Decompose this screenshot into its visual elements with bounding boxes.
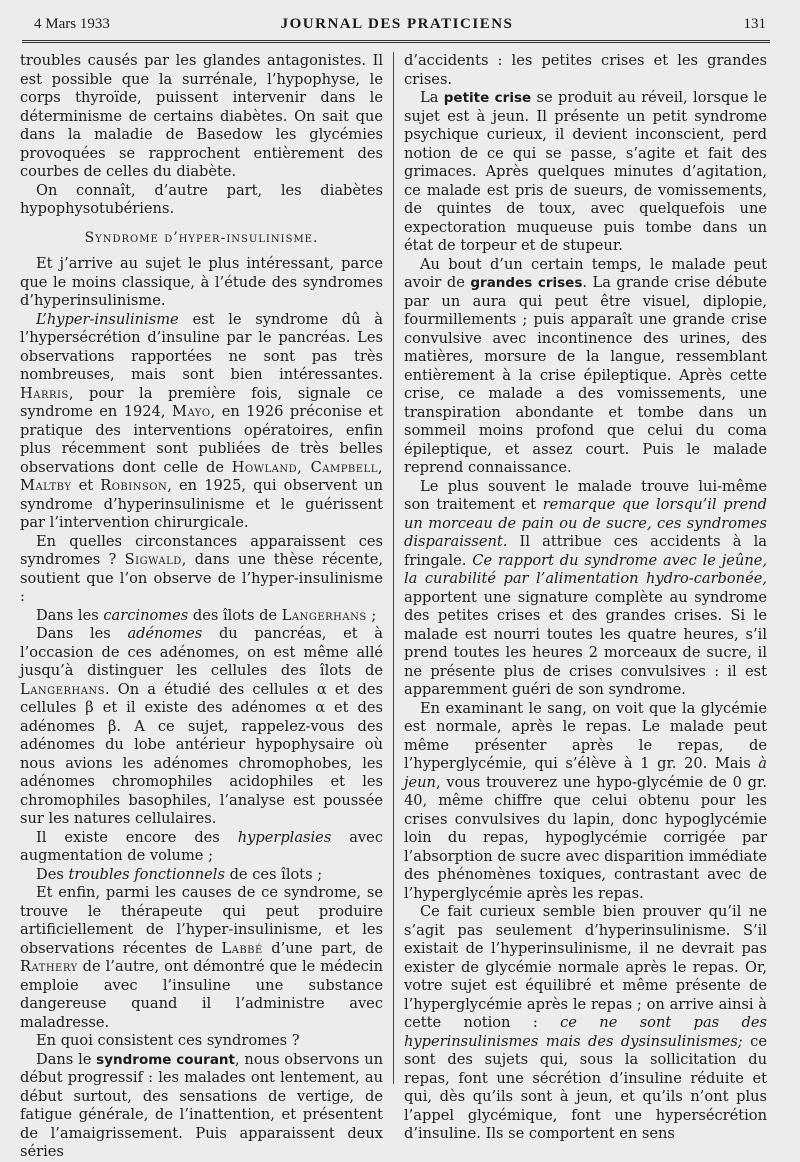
author-name: Howland, Campbell, Maltby: [20, 458, 383, 494]
text: de ces îlots ;: [224, 865, 323, 883]
paragraph: d’accidents : les petites crises et les grandes crises.: [404, 52, 767, 88]
paragraph: [20, 533, 383, 607]
text: , pour la première fois, signale ce syndrome en 1924,: [20, 384, 383, 420]
emphasis: carcinomes: [103, 606, 189, 624]
text: ;: [366, 606, 377, 624]
emphasis: à jeun: [404, 755, 767, 791]
left-column: [20, 52, 384, 1160]
emphasis: ce ne sont pas des hyperinsulinismes mais des dysinsulinismes;: [404, 1014, 767, 1050]
text: , vous trouverez une hypo-glycémie de 0 gr. 40, même chiffre que celui obtenu pour les crises convulsives du lapin, donc hypoglycémie loin du repas, hypoglycémie corrigée par l’absorption de sucre avec disparition immédiate des phénomènes toxiques, contrastant avec de l’hyperglycémie après les repas.: [404, 773, 767, 902]
header-rule: [22, 40, 770, 43]
text: En quelles circonstances apparaissent ces syndromes ?: [20, 532, 383, 568]
text: , en 1925, qui observent un syndrome d’hyperinsulinisme et le guérissent par l’intervention chirurgicale.: [20, 477, 383, 531]
paragraph: En quoi consistent ces syndromes ?: [36, 1032, 300, 1049]
author-name: Langerhans: [20, 680, 106, 698]
author-name: Langerhans: [281, 606, 367, 624]
right-column: [404, 52, 767, 1142]
paragraph: troubles causés par les glandes antagonistes. Il est possible que la surrénale, l’hypophyse, le corps thyroïde, puissent intervenir dans le déterminisme de certains diabètes. On sait que dans la maladie de Basedow les glycémies provoquées se rapprochent entièrement des courbes de celles du diabète.: [20, 52, 383, 180]
text: En examinant le sang, on voit que la glycémie est normale, après le repas. Le malade peut même présenter après le repas, de l’hyperglycémie, qui s’élève à 1 gr. 20. Mais: [404, 699, 767, 772]
text: et: [71, 477, 101, 494]
text: , en 1926 préconise et pratique des interventions opératoires, enfin plus récemment sont publiées de très belles observations dont celle de: [20, 403, 383, 476]
paragraph: [20, 1051, 383, 1162]
paragraph: [404, 700, 767, 904]
list-item: [20, 866, 383, 885]
author-name: Mayo: [172, 403, 211, 420]
text: du pancréas, et à l’occasion de ces adénomes, on est même allé jusqu’à distinguer les cellules des îlots de: [20, 625, 383, 679]
text: Il attribue ces accidents à la fringale.: [404, 533, 767, 569]
text: d’une part, de: [262, 939, 383, 957]
emphasis: L’hyper-insulinisme: [36, 310, 179, 328]
text: Dans les: [36, 606, 104, 624]
text: des îlots de: [188, 606, 282, 624]
issue-date: 4 Mars 1933: [34, 16, 110, 32]
author-name: Labbé: [221, 939, 263, 957]
text: La: [420, 89, 444, 106]
paragraph: [404, 478, 767, 700]
text: Dans les: [36, 625, 128, 642]
text: ce sont des sujets qui, sous la sollicitation du repas, font une sécrétion d’insuline réduite et qui, dès qu’ils sont à jeun, et qu’ils n’ont plus l’appel glycémique, font une hypersécrétion d’insuline. Ils se comportent en sens: [404, 1032, 767, 1142]
page-header: [28, 16, 766, 38]
paragraph: [20, 311, 383, 533]
text: est le syndrome dû à l’hypersécrétion d’insuline par le pancréas. Les observations rapportées ne sont pas très nombreuses, mais sont bien intéressantes.: [20, 310, 383, 383]
bold-term: syndrome courant: [96, 1051, 235, 1068]
text: apportent une signature complète au syndrome des petites crises et des grandes crises. Si le malade est nourri toutes les quatre heures, s’il prend toutes les heures 2 morceaux de sucre, il ne présente plus de crises convulsives : il est apparemment guéri de son syndrome.: [404, 588, 767, 698]
author-name: Harris: [20, 384, 69, 402]
paragraph: [20, 884, 383, 1032]
list-item: [20, 829, 383, 866]
paragraph: Et j’arrive au sujet le plus intéressant, parce que le moins classique, à l’étude des syndromes d’hyperinsulinisme.: [20, 255, 383, 309]
section-heading: Syndrome d’hyper-insulinisme.: [84, 229, 319, 246]
text: . La grande crise débute par un aura qui peut être visuel, diplopie, fourmillements ; puis apparaît une grande crise convulsive avec incontinence des urines, des matières, morsure de la langue, ressemblant entièrement à la crise épileptique. Après cette crise, ce malade a des vomissements, une transpiration abondante et tombe dans un sommeil moins profond que celui du coma épileptique, et assez court. Puis le malade reprend connaissance.: [404, 274, 767, 476]
list-item: [20, 607, 383, 626]
text: se produit au réveil, lorsque le sujet est à jeun. Il présente un petit syndrome psychique curieux, il devient inconscient, perd notion de ce qui se passe, s’agite et fait des grimaces. Après quelques minutes d’agitation, ce malade est pris de sueurs, de vomissements, de quintes de toux, avec quelquefois une expectoration muqueuse puis tombe dans un état de torpeur et de stupeur.: [404, 89, 767, 254]
text: Ce fait curieux semble bien prouver qu’il ne s’agit pas seulement d’hyperinsulinisme. S’il existait de l’hyperinsulinisme, il ne devrait pas exister de glycémie normale après le repas. Or, votre sujet est équilibré et même présente de l’hyperglycémie après le repas ; on arrive ainsi à cette notion :: [404, 903, 767, 1031]
text: avec augmentation de volume ;: [20, 828, 383, 864]
paragraph: [404, 256, 767, 478]
text: Au bout d’un certain temps, le malade peut avoir de: [404, 255, 767, 291]
text: de l’autre, ont démontré que le médecin emploie avec l’insuline une substance dangereuse quand il l’administre avec maladresse.: [20, 958, 383, 1031]
author-name: Sigwald: [124, 551, 182, 568]
text: Des: [36, 865, 69, 883]
emphasis: troubles fonctionnels: [68, 865, 225, 883]
journal-title: JOURNAL DES PRATICIENS: [280, 16, 514, 32]
page-number: 131: [743, 16, 766, 32]
author-name: Rathery: [20, 958, 78, 975]
paragraph: [404, 89, 767, 256]
text: . On a étudié des cellules α et des cellules β et il existe des adénomes α et des adénomes β. A ce sujet, rappelez-vous des adénomes du lobe antérieur hypophysaire où nous avions les adénomes chromophobes, les adénomes chromophiles acidophiles et les chromophiles basophiles, l’analyse est poussée sur les natures cellulaires.: [20, 680, 383, 827]
text: Il existe encore des: [36, 828, 238, 846]
text: , nous observons un début progressif : les malades ont lentement, au début surtout, des sensations de vertige, de fatigue générale, de l’inattention, et présentent de l’amaigrissement. Puis apparaissent deux séries: [20, 1050, 384, 1160]
emphasis: adénomes: [127, 625, 203, 642]
text: Dans le: [36, 1050, 97, 1068]
author-name: Robinson: [100, 477, 168, 494]
paragraph: [404, 903, 767, 1144]
list-item: [20, 625, 383, 829]
paragraph: On connaît, d’autre part, les diabètes hypophysotubériens.: [20, 181, 383, 217]
emphasis: hyperplasies: [237, 828, 332, 846]
column-divider: [393, 52, 394, 1084]
text: Et enfin, parmi les causes de ce syndrome, se trouve le thérapeute qui peut produire artificiellement de l’hyper-insulinisme, et les observations récentes de: [20, 884, 383, 957]
emphasis: Ce rapport du syndrome avec le jeûne, la curabilité par l’alimentation hydro-carbonée,: [404, 551, 767, 587]
emphasis: remarque que lorsqu’il prend un morceau de pain ou de sucre, ces syndromes disparaissent.: [404, 496, 767, 550]
text: Le plus souvent le malade trouve lui-même son traitement et: [404, 477, 767, 513]
bold-term: petite crise: [443, 90, 532, 106]
bold-term: grandes crises: [470, 275, 583, 291]
text: , dans une thèse récente, soutient que l’on observe de l’hyper-insulinisme :: [20, 551, 383, 605]
